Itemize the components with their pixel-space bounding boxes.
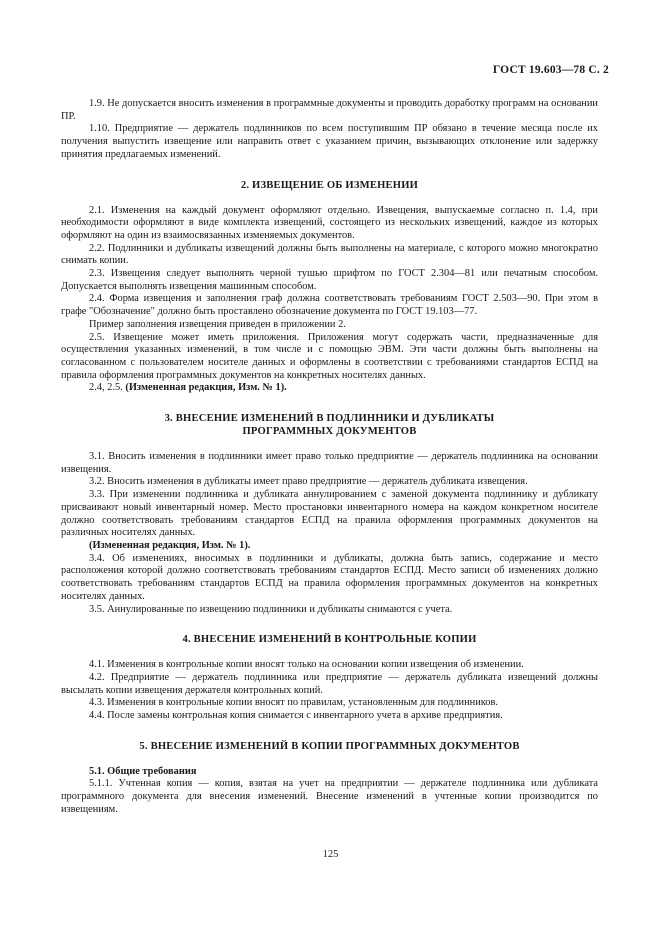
paragraph-3-1: 3.1. Вносить изменения в подлинники имеет право только предприятие — держатель подлинника на основании извещения. xyxy=(61,451,598,475)
paragraph-3-5: 3.5. Аннулированные по извещению подлинники и дубликаты снимаются с учета. xyxy=(89,603,453,615)
paragraph-4-1: 4.1. Изменения в контрольные копии вносят только на основании копии извещения об изменении. xyxy=(89,659,524,671)
document-body xyxy=(61,98,598,817)
paragraph-2-5: 2.5. Извещение может иметь приложения. Приложения могут содержать части, предназначенные для осуществления указанных изменений, в том числе и с помощью ЭВМ. Эти части должны быть выполнены на согласованном с пользователем носителе данных и оформлены в соответствии с требованиями стандартов ЕСПД на правила оформления программных документов на конкретных носителях данных. xyxy=(61,331,598,381)
paragraph-2-2: 2.2. Подлинники и дубликаты извещений должны быть выполнены на материале, с которого можно многократно снимать копии. xyxy=(61,242,598,267)
paragraph-3-2: 3.2. Вносить изменения в дубликаты имеет право предприятие — держатель дубликата извещения. xyxy=(89,476,528,488)
paragraph-1-9: 1.9. Не допускается вносить изменения в программные документы и проводить доработку программ на основании ПР. xyxy=(61,98,598,122)
section-4-title: 4. ВНЕСЕНИЕ ИЗМЕНЕНИЙ В КОНТРОЛЬНЫЕ КОПИИ xyxy=(182,634,477,646)
paragraph-example: Пример заполнения извещения приведен в приложении 2. xyxy=(89,318,346,330)
paragraph-1-10: 1.10. Предприятие — держатель подлинников по всем поступившим ПР обязано в течение месяца после их получения выпустить извещение или направить ответ с указанием причин, вызывающих отклонение или задержку принятия предлагаемых изменений. xyxy=(61,123,598,160)
amendment-note-2 xyxy=(61,382,598,395)
paragraph-2-4: 2.4. Форма извещения и заполнения граф должна соответствовать требованиям ГОСТ 2.503—90. При этом в графе "Обозначение" должно быть проставлено обозначение документа по ГОСТ 19.103—77. xyxy=(61,293,598,318)
paragraph-4-4: 4.4. После замены контрольная копия снимается с инвентарного учета в архиве предприятия. xyxy=(89,710,503,722)
section-3-title-line1: 3. ВНЕСЕНИЕ ИЗМЕНЕНИЙ В ПОДЛИННИКИ И ДУБЛИКАТЫ xyxy=(164,413,495,425)
paragraph-3-3: 3.3. При изменении подлинника и дубликата аннулированием с заменой документа подлиннику и дубликату присваивают новый инвентарный номер. Место простановки инвентарного номера на каждом конкретном носителе должно соответствовать требованиям стандартов ЕСПД на правила оформления программных документов на различных носителях данных. xyxy=(61,489,598,539)
paragraph-2-3: 2.3. Извещения следует выполнять черной тушью шрифтом по ГОСТ 2.304—81 или печатным способом. Допускается выполнять извещения машинным способом. xyxy=(61,268,598,292)
paragraph-4-2: 4.2. Предприятие — держатель подлинника или предприятие — держатель дубликата извещений должны высылать копии извещения держателя контрольных копий. xyxy=(61,671,598,696)
amendment-note-3: (Измененная редакция, Изм. № 1). xyxy=(89,539,251,551)
section-3-title xyxy=(61,412,598,438)
section-5-title: 5. ВНЕСЕНИЕ ИЗМЕНЕНИЙ В КОПИИ ПРОГРАММНЫХ ДОКУМЕНТОВ xyxy=(139,740,520,752)
page-number: 125 xyxy=(322,849,339,860)
page-header: ГОСТ 19.603—78 С. 2 xyxy=(492,64,609,76)
paragraph-4-3: 4.3. Изменения в контрольные копии вносят по правилам, установленным для подлинников. xyxy=(89,697,499,709)
amendment-note-2-bold: (Измененная редакция, Изм. № 1). xyxy=(125,382,287,394)
subsection-5-1-title: 5.1. Общие требования xyxy=(89,765,197,777)
paragraph-3-4: 3.4. Об изменениях, вносимых в подлинники и дубликаты, должна быть запись, содержание и место расположения которой должно соответствовать требованиям стандартов ЕСПД. Место записи об изменениях должно соответствовать требованиям стандартов ЕСПД на правила оформления программных документов на конкретных носителях данных. xyxy=(61,552,598,602)
amendment-note-2-prefix: 2.4, 2.5. xyxy=(89,382,126,394)
section-3-title-line2: ПРОГРАММНЫХ ДОКУМЕНТОВ xyxy=(242,426,417,438)
paragraph-2-1: 2.1. Изменения на каждый документ оформляют отдельно. Извещения, выпускаемые согласно п. 1.4, при необходимости оформляют в виде комплекта извещений, состоящего из нескольких извещений, каждое из которых оформляют на один из взаимосвязанных изменяемых документов. xyxy=(61,204,598,241)
section-2-title: 2. ИЗВЕЩЕНИЕ ОБ ИЗМЕНЕНИИ xyxy=(240,179,419,191)
paragraph-5-1-1: 5.1.1. Учтенная копия — копия, взятая на учет на предприятии — держателе подлинника или дубликата программного документа для внесения изменений. Внесение изменений в учтенные копии производится по извещениям. xyxy=(61,778,598,815)
